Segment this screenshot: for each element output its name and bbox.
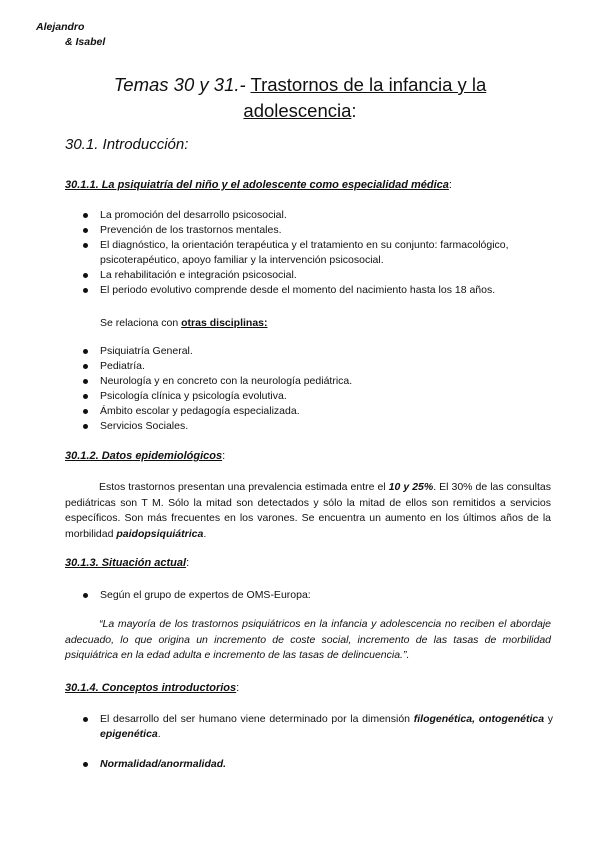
bullet-icon — [83, 717, 88, 722]
title-main: Trastornos de la infancia y la adolescencia — [243, 74, 487, 121]
subsection-heading-1 — [65, 179, 452, 191]
disciplines-list — [83, 344, 553, 434]
section-introduction-heading: 30.1. Introducción: — [65, 136, 189, 153]
list-item: La rehabilitación e integración psicosocial. — [83, 268, 553, 283]
bullet-icon — [83, 424, 88, 429]
subsection-heading-4 — [65, 682, 239, 694]
subsection-2-tail: : — [222, 450, 226, 462]
subsection-4-title: 30.1.4. Conceptos introductorios — [65, 682, 237, 694]
author-line-2: & Isabel — [65, 36, 106, 48]
bullet-icon — [83, 379, 88, 384]
bullet-icon — [83, 364, 88, 369]
list-item: El periodo evolutivo comprende desde el momento del nacimiento hasta los 18 años. — [83, 283, 553, 298]
list-item: Psiquiatría General. — [83, 344, 553, 359]
concepts-list — [83, 712, 553, 742]
authors — [36, 20, 105, 50]
specialty-list — [83, 208, 553, 298]
bullet-icon — [83, 273, 88, 278]
bullet-icon — [83, 213, 88, 218]
list-item: Servicios Sociales. — [83, 419, 553, 434]
subsection-heading-2 — [65, 450, 225, 462]
situation-list — [83, 588, 553, 603]
epidemiology-paragraph: Estos trastornos presentan una prevalencia estimada entre el 10 y 25%. El 30% de las consultas pediátricas son T M. Sólo la mitad son detectados y sólo la mitad de ellos son remitidos a servicios específicos. Son más frecuentes en los varones. Se encuentra un aumento en los últimos años de la morbilidad paidopsiquiátrica. — [65, 481, 551, 540]
list-item: Ámbito escolar y pedagogía especializada. — [83, 404, 553, 419]
list-item: Según el grupo de expertos de OMS-Europa: — [83, 588, 553, 603]
paidopsiquiatrica-term: paidopsiquiátrica — [116, 527, 204, 540]
list-item: El diagnóstico, la orientación terapéutica y el tratamiento en su conjunto: farmacológico, psicoterapéutico, apoyo familiar y la intervención psicosocial. — [83, 238, 553, 268]
subsection-4-tail: : — [236, 682, 240, 694]
author-line-1: Alejandro — [36, 21, 85, 33]
subsection-3-title: 30.1.3. Situación actual — [65, 557, 187, 569]
list-item: Neurología y en concreto con la neurología pediátrica. — [83, 374, 553, 389]
bullet-icon — [83, 593, 88, 598]
concepts-list-2 — [83, 757, 553, 772]
list-item: La promoción del desarrollo psicosocial. — [83, 208, 553, 223]
bullet-icon — [83, 409, 88, 414]
bullet-icon — [83, 394, 88, 399]
page-title — [60, 72, 540, 124]
disciplines-label: otras disciplinas: — [181, 317, 268, 329]
list-item: El desarrollo del ser humano viene determinado por la dimensión filogenética, ontogenética y epigenética. — [83, 712, 553, 742]
list-item: Prevención de los trastornos mentales. — [83, 223, 553, 238]
bullet-icon — [83, 762, 88, 767]
bullet-icon — [83, 243, 88, 248]
bullet-icon — [83, 288, 88, 293]
relation-line: Se relaciona con otras disciplinas: — [100, 317, 268, 329]
list-item: Pediatría. — [83, 359, 553, 374]
subsection-2-title: 30.1.2. Datos epidemiológicos — [65, 450, 223, 462]
bullet-icon — [83, 349, 88, 354]
who-quote: “La mayoría de los trastornos psiquiátricos en la infancia y adolescencia no reciben el abordaje adecuado, lo que origina un incremento de coste social, incremento de las tasas de morbilidad psiquiátrica en la edad adulta e incremento de las tasas de delincuencia.”. — [65, 618, 551, 661]
subsection-3-tail: : — [186, 557, 190, 569]
title-punct: : — [351, 100, 357, 121]
bullet-icon — [83, 228, 88, 233]
subsection-1-title: 30.1.1. La psiquiatría del niño y el adolescente como especialidad médica — [65, 179, 449, 191]
subsection-1-tail: : — [448, 179, 452, 191]
title-prefix: Temas 30 y 31.- — [113, 74, 246, 95]
list-item: Psicología clínica y psicología evolutiva. — [83, 389, 553, 404]
prevalence-value: 10 y 25% — [388, 481, 434, 493]
list-item: Normalidad/anormalidad. — [83, 757, 553, 772]
subsection-heading-3 — [65, 557, 189, 569]
